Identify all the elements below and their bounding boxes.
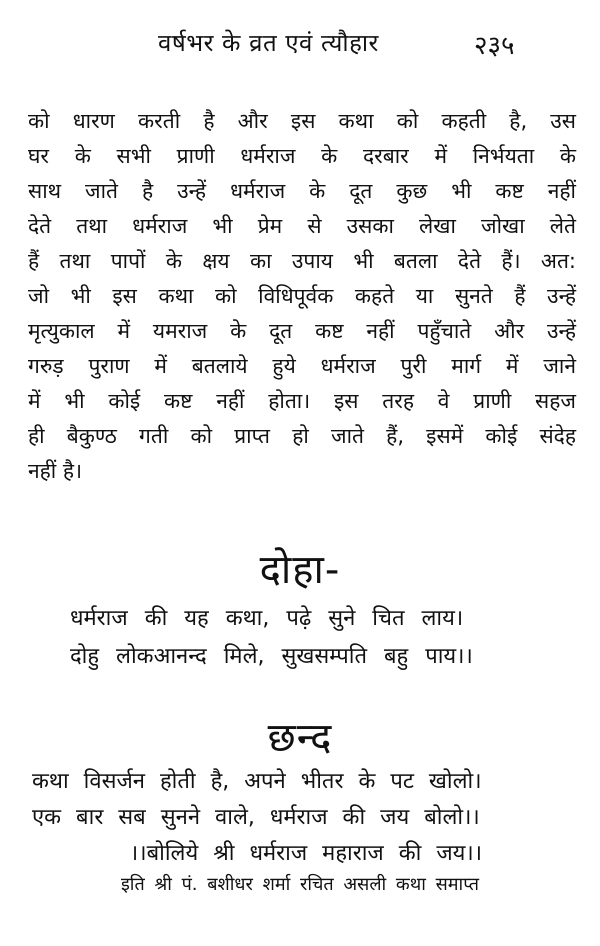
- paragraph-line: साथ जाते है उन्हें धर्मराज के दूत कुछ भी कष्ट नहीं: [28, 179, 576, 203]
- running-title: वर्षभर के व्रत एवं त्यौहार: [158, 29, 379, 57]
- doha-heading: दोहा-: [259, 547, 341, 593]
- paragraph-line: जो भी इस कथा को विधिपूर्वक कहते या सुनते हैं उन्हें: [28, 284, 576, 308]
- chhand-heading: छन्द: [267, 715, 333, 761]
- verse-line: दोहु लोकआनन्द मिले, सुखसम्पति बहु पाय।।: [70, 644, 473, 669]
- page-number: २३५: [474, 31, 515, 61]
- colophon: इति श्री पं. बशीधर शर्मा रचित असली कथा समाप्त: [120, 874, 480, 895]
- paragraph-line: को धारण करती है और इस कथा को कहती है, उस: [28, 109, 576, 133]
- verse-line: ।।बोलिये श्री धर्मराज महाराज की जय।।: [129, 841, 483, 866]
- paragraph-line: देते तथा धर्मराज भी प्रेम से उसका लेखा जोखा लेते: [28, 214, 576, 238]
- paragraph-line: घर के सभी प्राणी धर्मराज के दरबार में निर्भयता के: [28, 144, 576, 168]
- paragraph-line: मृत्युकाल में यमराज के दूत कष्ट नहीं पहुँचाते और उन्हें: [28, 319, 576, 343]
- verse-line: एक बार सब सुनने वाले, धर्मराज की जय बोलो।।: [32, 805, 480, 830]
- doha-verse: [70, 600, 570, 676]
- page-header: [0, 26, 600, 66]
- paragraph-line: में भी कोई कष्ट नहीं होता। इस तरह वे प्राणी सहज: [28, 389, 576, 413]
- paragraph-line: हैं तथा पापों के क्षय का उपाय भी बतला देते हैं। अत:: [28, 249, 576, 273]
- verse-line: धर्मराज की यह कथा, पढ़े सुने चित लाय।: [70, 606, 464, 631]
- chhand-verse: [32, 764, 580, 872]
- paragraph-line: गरुड़ पुराण में बतलाये हुये धर्मराज पुरी मार्ग में जाने: [28, 354, 576, 378]
- paragraph-line: ही बैकुण्ठ गती को प्राप्त हो जाते हैं, इसमें कोई संदेह: [28, 424, 576, 448]
- body-paragraph: [28, 104, 576, 489]
- verse-line: कथा विसर्जन होती है, अपने भीतर के पट खोलो।: [32, 769, 482, 794]
- paragraph-line: नहीं है।: [28, 459, 83, 483]
